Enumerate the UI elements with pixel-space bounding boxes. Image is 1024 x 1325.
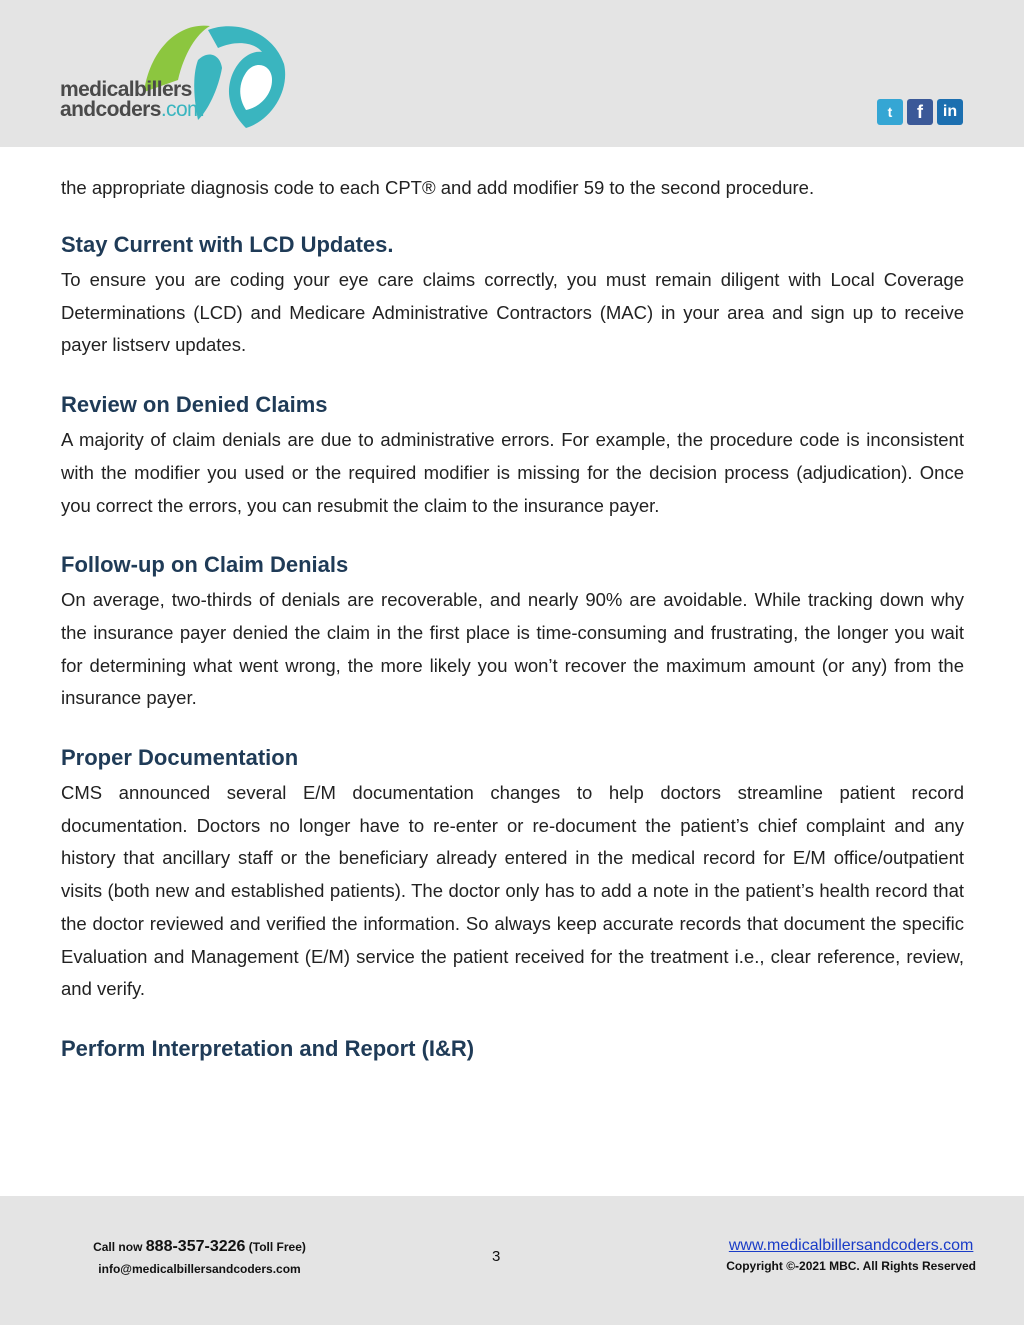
lead-paragraph: the appropriate diagnosis code to each CPT® and add modifier 59 to the second procedure.	[61, 177, 815, 198]
logo-line2: andcoders.com	[60, 98, 204, 121]
company-logo[interactable]	[58, 20, 290, 132]
page-content	[61, 172, 964, 1068]
page-footer	[0, 1196, 1024, 1325]
linkedin-icon[interactable]: in	[937, 99, 963, 125]
section-heading-documentation: Proper Documentation	[61, 745, 299, 771]
website-link[interactable]: www.medicalbillersandcoders.com	[728, 1237, 974, 1254]
section-body-documentation: CMS announced several E/M documentation changes to help doctors streamline patient record documentation. Doctors no longer have to re-enter or re-document the patient’s chief complaint and any history that ancillary staff or the beneficiary already entered in the medical record for E/M office/outpatient visits (both new and established patients). The doctor only has to add a note in the patient’s health record that the doctor reviewed and verified the information. So always keep accurate records that document the specific Evaluation and Management (E/M) service the patient received for the treatment i.e., clear reference, review, and verify.	[61, 782, 964, 1000]
copyright-text: Copyright ©-2021 MBC. All Rights Reserved	[726, 1259, 976, 1273]
section-body-lcd: To ensure you are coding your eye care claims correctly, you must remain diligent with Local Coverage Determinations (LCD) and Medicare Administrative Contractors (MAC) in your area and sign up to receive payer listserv updates.	[61, 269, 964, 356]
section-heading-followup: Follow-up on Claim Denials	[61, 552, 349, 578]
facebook-icon[interactable]: f	[907, 99, 933, 125]
logo-line1: medicalbillers	[60, 78, 192, 101]
footer-email[interactable]: info@medicalbillersandcoders.com	[98, 1262, 301, 1276]
section-heading-lcd: Stay Current with LCD Updates.	[61, 232, 394, 257]
page-header	[0, 0, 1024, 147]
call-prefix: Call now	[93, 1240, 143, 1254]
footer-site	[726, 1236, 976, 1276]
page-number: 3	[492, 1248, 501, 1265]
toll-free-label: (Toll Free)	[248, 1240, 306, 1254]
social-links	[877, 99, 963, 125]
section-heading-interpretation: Perform Interpretation and Report (I&R)	[61, 1035, 475, 1061]
section-body-followup: On average, two-thirds of denials are recoverable, and nearly 90% are avoidable. While tracking down why the insurance payer denied the claim in the first place is time-consuming and frustrating, the longer you wait for determining what went wrong, the more likely you won’t recover the maximum amount (or any) from the insurance payer.	[61, 589, 964, 709]
section-heading-denied: Review on Denied Claims	[61, 392, 328, 418]
footer-call-line	[62, 1236, 337, 1258]
section-body-denied: A majority of claim denials are due to administrative errors. For example, the procedure code is inconsistent with the modifier you used or the required modifier is missing for the decision process (adjudication). Once you correct the errors, you can resubmit the claim to the insurance payer.	[61, 429, 964, 516]
footer-contact	[62, 1236, 337, 1280]
twitter-icon[interactable]: t	[877, 99, 903, 125]
logo-text	[60, 80, 204, 120]
phone-number[interactable]: 888-357-3226	[145, 1238, 246, 1255]
